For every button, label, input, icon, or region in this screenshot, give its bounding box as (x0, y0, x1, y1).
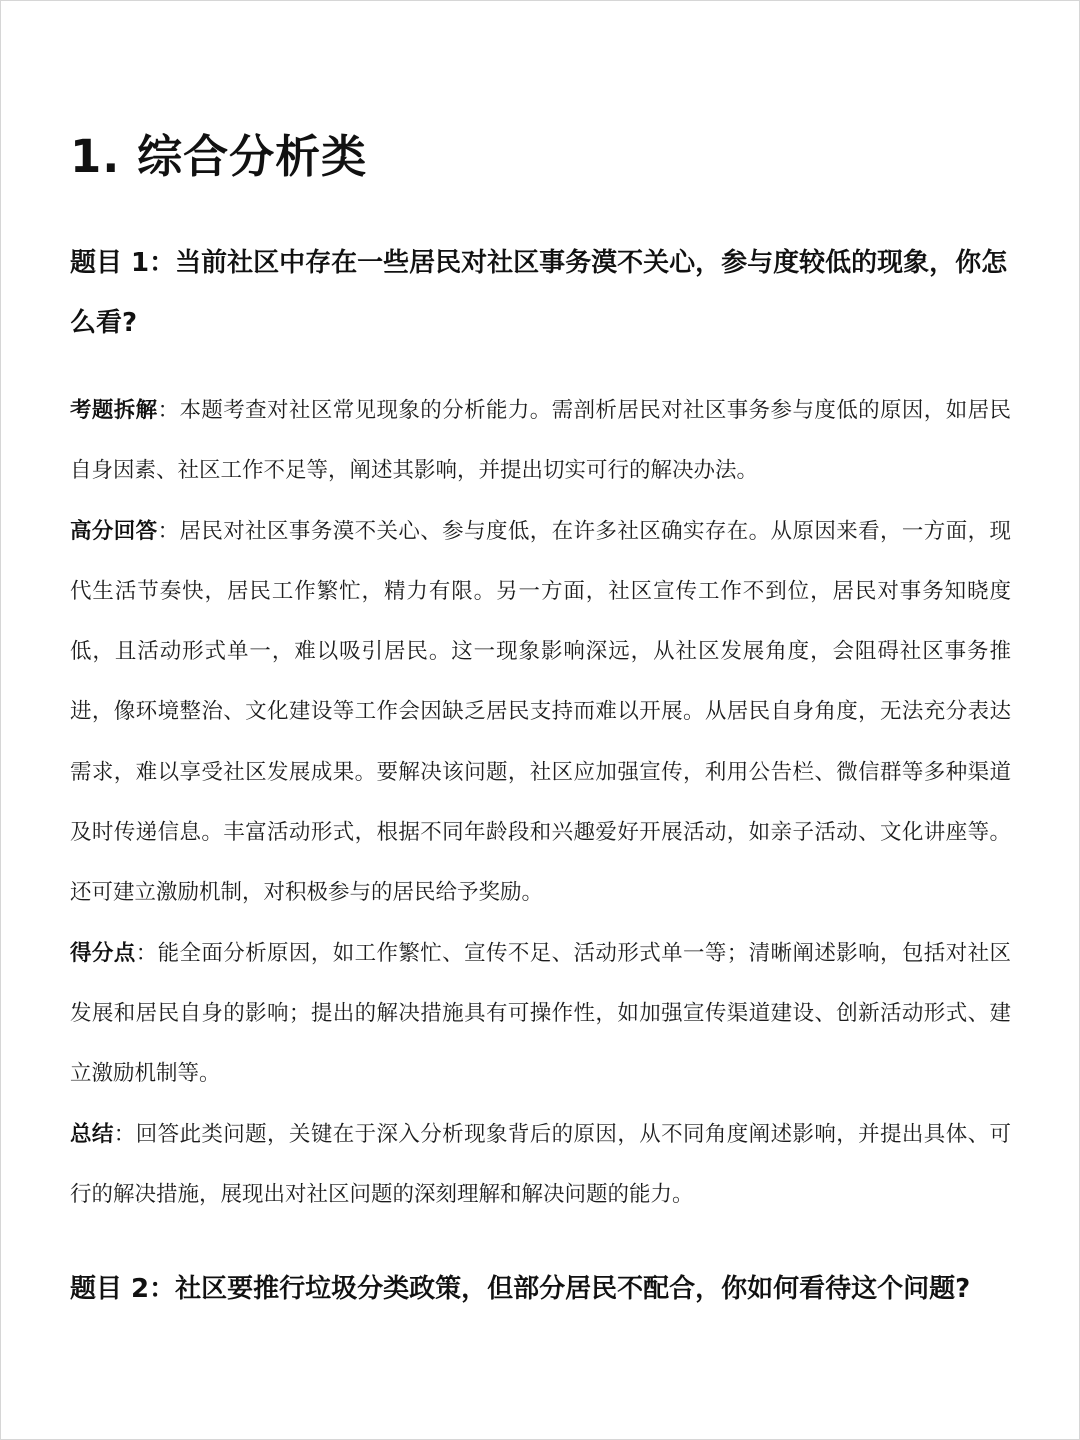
section-title: 1. 综合分析类 (70, 130, 368, 183)
question-2-title: 题目 2：社区要推行垃圾分类政策，但部分居民不配合，你如何看待这个问题? (70, 1274, 971, 1305)
high-score-answer-label: 高分回答 (70, 518, 158, 544)
scoring-points-text: ：能全面分析原因，如工作繁忙、宣传不足、活动形式单一等；清晰阐述影响，包括对社区发展和居民自身的影响；提出的解决措施具有可操作性，如加强宣传渠道建设、创新活动形式、建立激励机制等。 (70, 940, 1011, 1087)
summary-label: 总结 (70, 1121, 114, 1147)
scoring-points-paragraph (70, 924, 1011, 1105)
question-1-title: 题目 1：当前社区中存在一些居民对社区事务漠不关心，参与度较低的现象，你怎么看? (70, 248, 1008, 338)
analysis-label: 考题拆解 (70, 398, 158, 423)
summary-paragraph (70, 1105, 1011, 1226)
high-score-answer-text: ：居民对社区事务漠不关心、参与度低，在许多社区确实存在。从原因来看，一方面，现代生活节奏快，居民工作繁忙，精力有限。另一方面，社区宣传工作不到位，居民对事务知晓度低，且活动形式单一，难以吸引居民。这一现象影响深远，从社区发展角度，会阻碍社区事务推进，像环境整治、文化建设等工作会因缺乏居民支持而难以开展。从居民自身角度，无法充分表达需求，难以享受社区发展成果。要解决该问题，社区应加强宣传，利用公告栏、微信群等多种渠道及时传递信息。丰富活动形式，根据不同年龄段和兴趣爱好开展活动，如亲子活动、文化讲座等。还可建立激励机制，对积极参与的居民给予奖励。 (70, 518, 1011, 906)
analysis-text: ：本题考查对社区常见现象的分析能力。需剖析居民对社区事务参与度低的原因，如居民自身因素、社区工作不足等，阐述其影响，并提出切实可行的解决办法。 (70, 398, 1011, 484)
high-score-answer-paragraph (70, 502, 1011, 924)
scoring-points-label: 得分点 (70, 940, 136, 966)
summary-text: ：回答此类问题，关键在于深入分析现象背后的原因，从不同角度阐述影响，并提出具体、可行的解决措施，展现出对社区问题的深刻理解和解决问题的能力。 (70, 1121, 1011, 1207)
analysis-paragraph (70, 381, 1011, 502)
